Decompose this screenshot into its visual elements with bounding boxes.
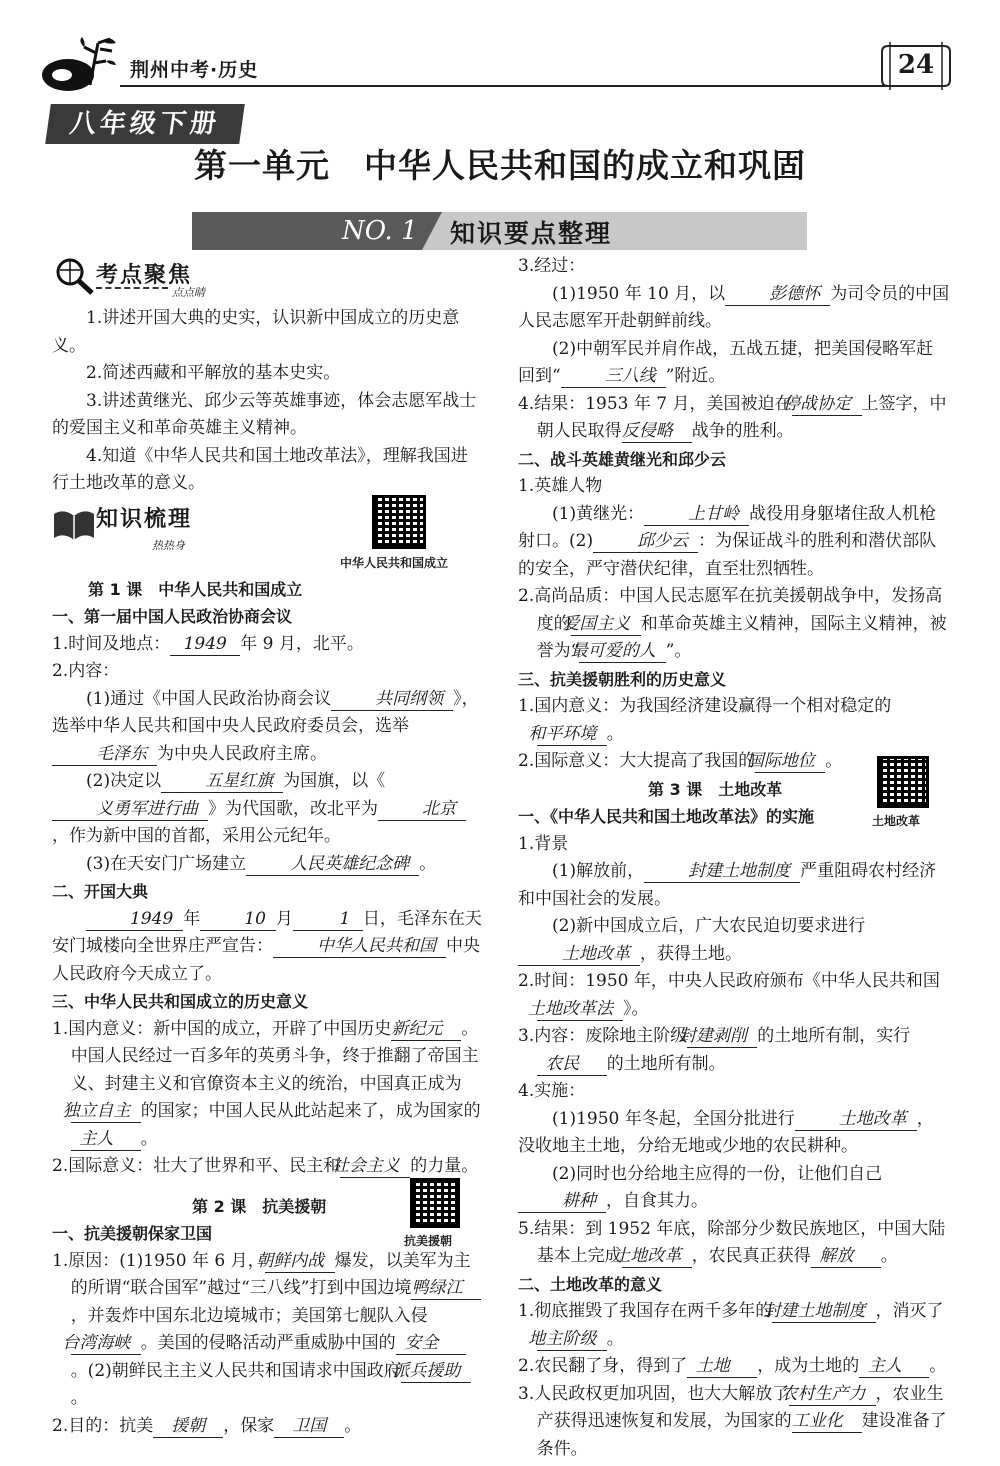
lesson3-meaning3: 3.人民政权更加巩固，也大大解放了农村生产力 ，农业生产获得迅速恢复和发展，为国家的工业化 建设准备了条件。: [518, 1383, 947, 1459]
answer-blank: 最可爱的人: [579, 640, 665, 663]
qr-label-lesson1: 中华人民共和国成立: [340, 556, 449, 570]
answer-blank: 派兵援助: [401, 1360, 471, 1383]
answer-blank: 邱少云: [593, 530, 698, 553]
answer-blank: 封建剥削: [687, 1025, 757, 1048]
lesson3-bg-title: 1.背景: [518, 833, 569, 854]
answer-blank: 义勇军进行曲: [52, 798, 208, 821]
answer-blank: 上甘岭: [644, 503, 749, 526]
open-book-icon: [52, 504, 96, 544]
answer-blank: 土地改革: [795, 1108, 917, 1131]
lesson2-section1: 一、抗美援朝保家卫国: [52, 1224, 213, 1243]
grade-label: 八年级下册: [45, 104, 245, 144]
answer-blank: 农民: [537, 1053, 607, 1076]
answer-blank: 社会主义: [340, 1155, 410, 1178]
answer-blank: 独立自主: [71, 1100, 141, 1123]
banner-number: NO. 1: [342, 216, 418, 246]
qr-code-lesson2[interactable]: [410, 1178, 460, 1228]
lesson1-section3: 三、中华人民共和国成立的历史意义: [52, 992, 309, 1011]
bamboo-logo-icon: [40, 35, 120, 95]
answer-blank: 解放: [811, 1245, 881, 1268]
answer-blank: 1949: [86, 908, 183, 931]
lesson2-process-title: 3.经过：: [518, 256, 586, 276]
focus-item: 1.讲述开国大典的史实，认识新中国成立的历史意义。: [52, 308, 460, 356]
answer-blank: 地主阶级: [537, 1328, 607, 1351]
lesson3-meaning1: 1.彻底摧毁了我国存在两千多年的封建土地制度 ，消灭了地主阶级 。: [518, 1301, 944, 1349]
answer-blank: 停战协定: [792, 393, 862, 416]
lesson2-title: 第 2 课 抗美援朝: [192, 1196, 327, 1216]
answer-blank: 朝鲜内战: [265, 1250, 335, 1273]
lesson3-section1: 一、《中华人民共和国土地改革法》的实施: [518, 807, 815, 826]
focus-sub: 点点睛: [172, 286, 205, 299]
banner-text: 知识要点整理: [450, 219, 613, 248]
lesson3-result: 5.结果：到 1952 年底，除部分少数民族地区，中国大陆基本上完成土地改革 ，农民真正获得 解放 。: [518, 1218, 946, 1266]
knowledge-title: 知识梳理: [96, 506, 193, 532]
answer-blank: 和平环境: [537, 723, 607, 746]
qr-code-lesson1[interactable]: [372, 495, 426, 549]
answer-blank: 三八线: [561, 365, 666, 388]
lesson3-section2: 二、土地改革的意义: [518, 1274, 663, 1294]
answer-blank: 援朝: [153, 1415, 223, 1438]
lesson2-process2: (2)中朝军民并肩作战，五战五捷，把美国侵略军赶回到“ 三八线 ”附近。: [518, 338, 934, 386]
answer-blank: 人民英雄纪念碑: [246, 853, 419, 876]
qr-label-lesson2: 抗美援朝: [404, 1234, 453, 1248]
answer-blank: 彭德怀: [725, 283, 830, 306]
lesson3-meaning2: 2.农民翻了身，得到了 土地 ，成为土地的 主人 。: [518, 1356, 947, 1376]
answer-blank: 耕种: [518, 1190, 606, 1213]
right-column: [518, 253, 950, 1463]
lesson3-bg1: (1)解放前， 封建土地制度 严重阻碍农村经济和中国社会的发展。: [518, 861, 937, 909]
lesson1-meaning1: 1.国内意义：新中国的成立，开辟了中国历史新纪元 。中国人民经过一百多年的英勇斗争，终于推翻了帝国主义、封建主义和官僚资本主义的统治，中国真正成为独立自主 的国家；中国人民从此站起来了，成为国家的主人 。: [52, 1018, 481, 1149]
lesson3-bg2: (2)新中国成立后，广大农民迫切要求进行土地改革 ，获得土地。: [518, 913, 950, 968]
answer-blank: 1: [293, 908, 363, 931]
header-title: 荆州中考·历史: [130, 59, 259, 81]
lesson1-content-title: 2.内容：: [52, 661, 120, 681]
answer-blank: 10: [200, 908, 276, 931]
focus-item: 4.知道《中华人民共和国土地改革法》，理解我国进行土地改革的意义。: [52, 445, 468, 493]
answer-blank: 主人: [859, 1355, 929, 1378]
knowledge-badge: [52, 504, 252, 552]
lesson1-ceremony: 1949 年 10 月 1 日，毛泽东在天安门城楼向全世界庄严宣告： 中华人民共和国 中央人民政府今天成立了。: [52, 908, 482, 984]
answer-blank: 主人: [71, 1128, 141, 1151]
answer-blank: 共同纲领: [331, 688, 453, 711]
qr-code-lesson3[interactable]: [877, 756, 929, 808]
lesson2-reason: 1.原因：(1)1950 年 6 月，朝鲜内战 爆发，以美军为主的所谓“联合国军”越过“三八线”打到中国边境鸭绿江，并轰炸中国东北边境城市；美国第七舰队入侵台湾海峡 。美国的侵略活动严重威胁中国的 安全。(2)朝鲜民主主义人民共和国请求中国政府派兵援助。: [52, 1248, 482, 1413]
lesson1-title: 第 1 课 中华人民共和国成立: [88, 579, 303, 599]
focus-item: 3.讲述黄继光、邱少云等英雄事迹，体会志愿军战士的爱国主义和革命英雄主义精神。: [52, 390, 477, 438]
answer-blank: 土地改革: [622, 1245, 692, 1268]
lesson1-time: 1.时间及地点： 1949 年 9 月，北平。: [52, 633, 364, 654]
lesson3-content: 3.内容：废除地主阶级封建剥削 的土地所有制，实行农民 的土地所有制。: [518, 1026, 911, 1074]
answer-blank: 1949: [170, 633, 240, 656]
answer-blank: 毛泽东: [52, 743, 157, 766]
lesson2-section2: 二、战斗英雄黄继光和邱少云: [518, 449, 727, 469]
answer-blank: 封建土地制度: [644, 860, 800, 883]
lesson1-section2: 二、开国大典: [52, 882, 149, 901]
lesson1-c2: (2)决定以 五星红旗 为国旗，以《义勇军进行曲 》为代国歌，改北平为 北京，作为新中国的首都，采用公元纪年。: [52, 768, 482, 851]
answer-blank: 反侵略: [622, 420, 692, 443]
answer-blank: 五星红旗: [161, 770, 283, 793]
focus-badge: [52, 256, 272, 300]
focus-item: 2.简述西藏和平解放的基本史实。: [86, 363, 341, 383]
lesson2-quality: 2.高尚品质：中国人民志愿军在抗美援朝战争中，发扬高度的爱国主义 和革命英雄主义精神，国际主义精神，被誉为“最可爱的人 ”。: [518, 586, 947, 661]
answer-blank: 北京: [378, 798, 466, 821]
focus-title: 考点聚焦: [96, 263, 193, 288]
focus-dash: [96, 287, 168, 294]
answer-blank: 国际地位: [755, 750, 825, 773]
lesson2-value1: 1.国内意义：为我国经济建设赢得一个相对稳定的和平环境 。: [518, 696, 892, 744]
lesson3-time: 2.时间：1950 年，中央人民政府颁布《中华人民共和国土地改革法 》。: [518, 971, 940, 1019]
lesson2-value2: 2.国际意义：大大提高了我国的国际地位 。: [518, 751, 843, 771]
page-number-box: [880, 40, 952, 92]
answer-blank: 鸭绿江: [411, 1277, 481, 1300]
knowledge-sub: 热热身: [152, 538, 185, 552]
lesson1-c3: (3)在天安门广场建立 人民英雄纪念碑 。: [86, 853, 437, 874]
answer-blank: 封建土地制度: [772, 1300, 875, 1323]
answer-blank: 新纪元: [391, 1018, 461, 1041]
lesson1-section1: 一、第一届中国人民政治协商会议: [52, 607, 293, 626]
magnifier-globe-icon: [52, 256, 96, 296]
lesson2-result: 4.结果：1953 年 7 月，美国被迫在停战协定 上签字，中朝人民取得反侵略 战争的胜利。: [518, 393, 947, 441]
lesson3-title: 第 3 课 土地改革: [648, 779, 783, 799]
answer-blank: 台湾海峡: [71, 1332, 141, 1355]
answer-blank: 工业化: [792, 1410, 862, 1433]
lesson2-heroes: (1)黄继光： 上甘岭 战役用身躯堵住敌人机枪射口。(2) 邱少云 ：为保证战斗的胜利和潜伏部队的安全，严守潜伏纪律，直至壮烈牺牲。: [518, 503, 937, 579]
page-header: [0, 0, 1000, 100]
lesson1-meaning2: 2.国际意义：壮大了世界和平、民主和社会主义 的力量。: [52, 1156, 479, 1176]
lesson2-process1: (1)1950 年 10 月，以 彭德怀 为司令员的中国人民志愿军开赴朝鲜前线。: [518, 283, 950, 331]
lesson3-impl-title: 4.实施：: [518, 1081, 586, 1101]
answer-blank: 土地: [687, 1355, 757, 1378]
answer-blank: 爱国主义: [571, 613, 641, 636]
unit-title: 第一单元 中华人民共和国的成立和巩固: [194, 146, 806, 185]
answer-blank: 卫国: [274, 1415, 344, 1438]
section-banner: [192, 212, 807, 250]
lesson1-c1: (1)通过《中国人民政治协商会议 共同纲领 》，选举中华人民共和国中央人民政府委员会，选举毛泽东 为中央人民政府主席。: [52, 688, 479, 764]
lesson3-impl2: (2)同时也分给地主应得的一份，让他们自己耕种 ，自食其力。: [518, 1161, 950, 1216]
answer-blank: 土地改革: [518, 943, 640, 966]
lesson2-section3: 三、抗美援朝胜利的历史意义: [518, 669, 727, 689]
answer-blank: 中华人民共和国: [273, 935, 446, 958]
lesson2-heroes-title: 1.英雄人物: [518, 476, 603, 496]
lesson3-impl1: (1)1950 年冬起，全国分批进行 土地改革 ，没收地主土地，分给无地或少地的农民耕种。: [518, 1108, 934, 1156]
left-column: [52, 305, 482, 1440]
lesson2-goal: 2.目的：抗美 援朝 ，保家 卫国 。: [52, 1415, 362, 1436]
answer-blank: 农村生产力: [789, 1383, 875, 1406]
answer-blank: 安全: [396, 1332, 466, 1355]
answer-blank: 土地改革法: [537, 998, 623, 1021]
qr-label-lesson3: 土地改革: [872, 814, 921, 828]
header-rule: [120, 85, 940, 87]
page-number: 24: [897, 50, 935, 80]
